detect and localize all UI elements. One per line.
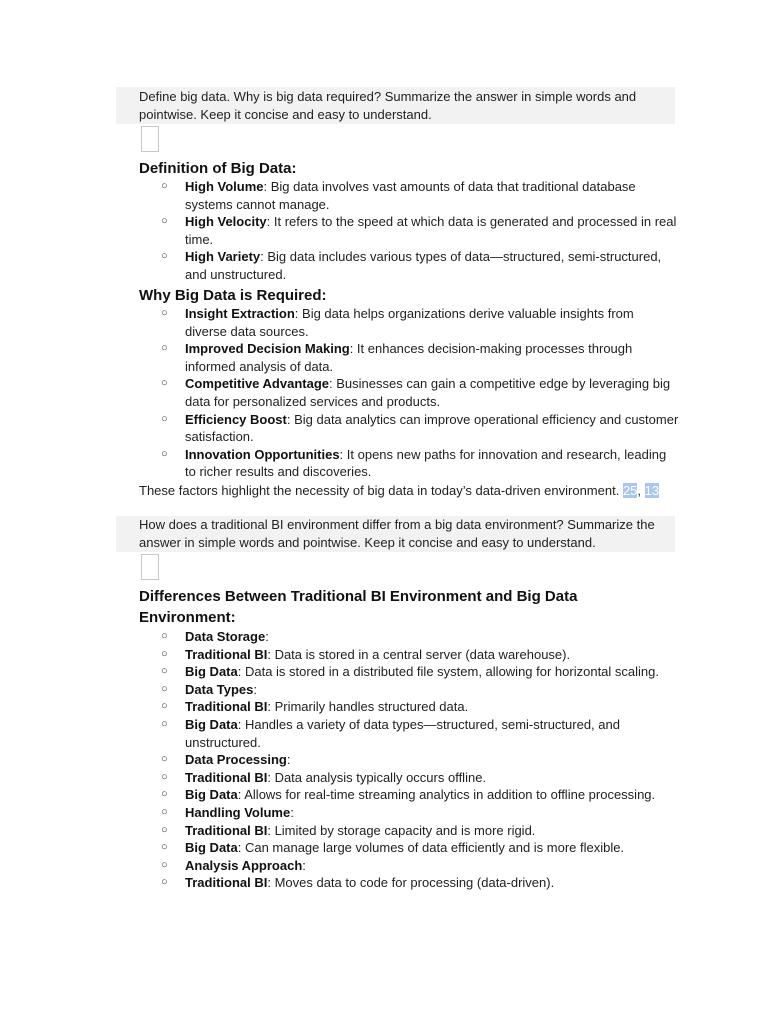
list-item-term: Traditional BI — [185, 769, 268, 785]
list-item — [139, 375, 679, 410]
hollow-circle-bullet-icon: ○ — [161, 682, 168, 695]
list-item-term: Insight Extraction — [185, 306, 295, 321]
list-item — [139, 769, 679, 787]
list-item — [139, 663, 679, 681]
list-item-text: : It enhances decision-making processes through informed analysis of data. — [185, 341, 633, 374]
hollow-circle-bullet-icon: ○ — [161, 770, 168, 783]
conclusion-paragraph — [139, 482, 679, 500]
image-placeholder-1 — [141, 126, 159, 152]
list-item-text: : Limited by storage capacity and is more rigid. — [267, 822, 536, 838]
conclusion-text: These factors highlight the necessity of big data in today’s data-driven environment. — [139, 483, 623, 498]
list-item-term: Improved Decision Making — [185, 341, 350, 357]
definition-heading: Definition of Big Data: — [139, 160, 297, 177]
list-item — [139, 646, 679, 664]
list-item-text: : Can manage large volumes of data efficiently and is more flexible. — [237, 840, 625, 856]
list-item-text: : Big data analytics can improve operational efficiency and customer satisfaction. — [185, 411, 679, 445]
hollow-circle-bullet-icon: ○ — [161, 805, 168, 818]
image-placeholder-2 — [141, 554, 159, 580]
hollow-circle-bullet-icon: ○ — [161, 841, 168, 854]
list-item-text: : It opens new paths for innovation and research, leading to richer results and discoveries. — [185, 446, 667, 480]
list-item-term: High Variety — [185, 249, 261, 265]
list-item-term: Efficiency Boost — [185, 411, 287, 427]
list-item — [139, 857, 679, 875]
list-item-text: : Allows for real-time streaming analytics in addition to offline processing. — [237, 787, 656, 803]
list-item — [139, 305, 679, 340]
list-item-term: Big Data — [185, 840, 238, 856]
list-item-term: High Volume — [185, 179, 264, 194]
list-item-term: Traditional BI — [185, 875, 268, 891]
list-item-term: High Velocity — [185, 214, 267, 230]
list-item — [139, 340, 679, 375]
list-item — [139, 178, 679, 213]
list-item — [139, 839, 679, 857]
hollow-circle-bullet-icon: ○ — [161, 788, 168, 801]
list-item-term: Innovation Opportunities — [185, 446, 340, 462]
list-item — [139, 446, 679, 481]
hollow-circle-bullet-icon: ○ — [161, 250, 168, 263]
list-item — [139, 681, 679, 699]
hollow-circle-bullet-icon: ○ — [161, 215, 168, 228]
hollow-circle-bullet-icon: ○ — [161, 665, 168, 678]
user-question-2: How does a traditional BI environment differ from a big data environment? Summarize the answer in simple words and pointwise. Keep it concise and easy to understand. — [116, 516, 675, 552]
required-list — [139, 305, 679, 481]
list-item-term: Big Data — [185, 716, 238, 732]
hollow-circle-bullet-icon: ○ — [161, 647, 168, 660]
hollow-circle-bullet-icon: ○ — [161, 180, 168, 192]
list-item-term: Competitive Advantage — [185, 376, 329, 392]
list-item-text: : Handles a variety of data types—structured, semi-structured, and unstructured. — [185, 716, 620, 750]
list-item-term: Data Types — [185, 681, 254, 697]
list-item-text: : — [302, 857, 306, 873]
hollow-circle-bullet-icon: ○ — [161, 876, 168, 889]
list-item-term: Big Data — [185, 664, 238, 680]
reference-link-25[interactable]: 25 — [622, 483, 638, 498]
list-item — [139, 698, 679, 716]
list-item-term: Handling Volume — [185, 804, 291, 820]
reference-separator: , — [637, 483, 645, 498]
list-item-text: : Primarily handles structured data. — [267, 699, 469, 715]
hollow-circle-bullet-icon: ○ — [161, 412, 168, 425]
list-item — [139, 786, 679, 804]
list-item — [139, 822, 679, 840]
list-item-text: : — [286, 752, 291, 768]
hollow-circle-bullet-icon: ○ — [161, 342, 168, 355]
list-item-term: Data Processing — [185, 752, 287, 768]
hollow-circle-bullet-icon: ○ — [161, 858, 168, 871]
list-item — [139, 411, 679, 446]
differences-heading: Differences Between Traditional BI Environment and Big Data Environment: — [139, 588, 578, 626]
list-item-text: : Big data includes various types of data—structured, semi-structured, and unstructured. — [185, 249, 662, 282]
list-item-text: : Moves data to code for processing (data-driven). — [267, 875, 555, 891]
list-item-text: : — [290, 804, 294, 820]
hollow-circle-bullet-icon: ○ — [161, 447, 168, 460]
definition-list — [139, 178, 679, 284]
list-item-text: : Data is stored in a distributed file system, allowing for horizontal scaling. — [237, 664, 659, 680]
list-item-term: Analysis Approach — [185, 857, 303, 873]
list-item-term: Big Data — [185, 787, 238, 803]
list-item — [139, 804, 679, 822]
list-item-term: Traditional BI — [185, 646, 268, 662]
list-item-text: : It refers to the speed at which data is generated and processed in real time. — [185, 214, 677, 247]
list-item-term: Data Storage — [185, 629, 266, 644]
list-item-text: : — [265, 629, 269, 644]
list-item-text: : Data is stored in a central server (data warehouse). — [267, 646, 571, 662]
differences-list — [139, 628, 679, 892]
list-item-text: : Data analysis typically occurs offline. — [267, 769, 487, 785]
list-item-text: : Big data involves vast amounts of data that traditional database systems cannot manage. — [185, 179, 636, 212]
list-item-text: : — [253, 681, 258, 697]
list-item-text: : Businesses can gain a competitive edge by leveraging big data for personalized services and products. — [185, 376, 671, 409]
hollow-circle-bullet-icon: ○ — [161, 823, 168, 836]
hollow-circle-bullet-icon: ○ — [161, 307, 168, 319]
list-item-term: Traditional BI — [185, 699, 268, 715]
list-item — [139, 751, 679, 769]
hollow-circle-bullet-icon: ○ — [161, 717, 168, 730]
hollow-circle-bullet-icon: ○ — [161, 630, 168, 642]
required-heading: Why Big Data is Required: — [139, 287, 327, 304]
list-item — [139, 716, 679, 751]
list-item — [139, 248, 679, 283]
hollow-circle-bullet-icon: ○ — [161, 700, 168, 713]
list-item-text: : Big data helps organizations derive valuable insights from diverse data sources. — [185, 306, 634, 339]
reference-link-13[interactable]: 13 — [644, 483, 660, 498]
user-question-1: Define big data. Why is big data required? Summarize the answer in simple words and pointwise. Keep it concise and easy to understand. — [116, 87, 675, 124]
list-item-term: Traditional BI — [185, 822, 268, 838]
list-item — [139, 213, 679, 248]
hollow-circle-bullet-icon: ○ — [161, 753, 168, 766]
list-item — [139, 628, 679, 646]
list-item — [139, 874, 679, 892]
hollow-circle-bullet-icon: ○ — [161, 377, 168, 390]
